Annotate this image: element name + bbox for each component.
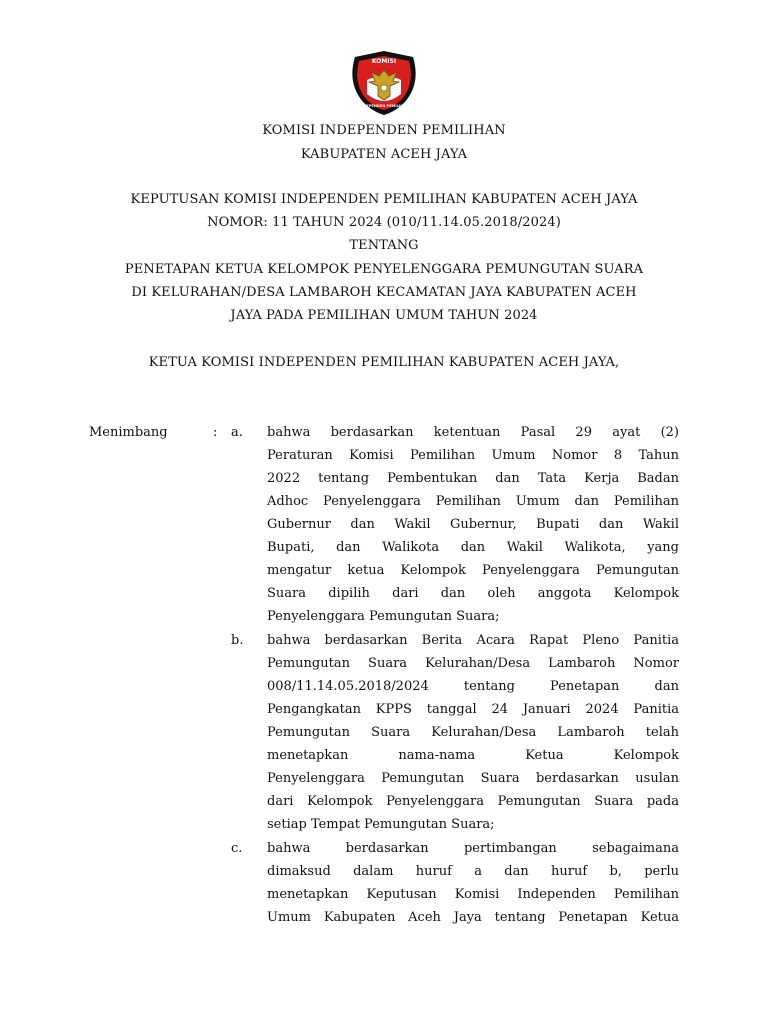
item-a-line: Gubernur dan Wakil Gubernur, Bupati dan Wakil [267,517,679,532]
item-b-line: 008/11.14.05.2018/2024 tentang Penetapan dan [267,679,679,694]
item-b-line: Pemungutan Suara Kelurahan/Desa Lambaroh telah [267,725,679,740]
logo-text-bottom: INDEPENDEN PEMILIHAN [358,104,410,108]
item-a-line: Suara dipilih dari dan oleh anggota Kelompok [267,586,679,601]
item-b-line: Pengangkatan KPPS tanggal 24 Januari 2024 Panitia [267,702,679,717]
item-a-line: Peraturan Komisi Pemilihan Umum Nomor 8 Tahun [267,448,679,463]
decree-title: KEPUTUSAN KOMISI INDEPENDEN PEMILIHAN KABUPATEN ACEH JAYA [130,192,638,207]
item-a-line: bahwa berdasarkan ketentuan Pasal 29 ayat (2) [267,425,679,440]
kip-emblem-logo [345,50,423,116]
item-a-line: 2022 tentang Pembentukan dan Tata Kerja Badan [267,471,679,486]
decree-number: NOMOR: 11 TAHUN 2024 (010/11.14.05.2018/2024) [207,215,561,230]
item-a-line: Adhoc Penyelenggara Pemilihan Umum dan Pemilihan [267,494,679,509]
considering-colon: : [213,425,218,440]
item-c-line: dimaksud dalam huruf a dan huruf b, perlu [267,864,679,879]
item-b-line: bahwa berdasarkan Berita Acara Rapat Pleno Panitia [267,633,679,648]
decree-subject-line-1: PENETAPAN KETUA KELOMPOK PENYELENGGARA PEMUNGUTAN SUARA [124,262,644,277]
item-marker-a: a. [231,425,243,440]
decree-about: TENTANG [349,238,419,253]
item-b-line: menetapkan nama-nama Ketua Kelompok [267,748,679,763]
logo-text-top: KOMISI [371,58,397,65]
org-name-line-2: KABUPATEN ACEH JAYA [300,147,468,162]
item-a-line: Penyelenggara Pemungutan Suara; [267,609,500,624]
item-c-line: bahwa berdasarkan pertimbangan sebagaimana [267,841,679,856]
item-a-line: Bupati, dan Walikota dan Wakil Walikota, yang [267,540,679,555]
org-name-line-1: KOMISI INDEPENDEN PEMILIHAN [262,123,506,138]
decree-subject-line-3: JAYA PADA PEMILIHAN UMUM TAHUN 2024 [230,308,538,323]
item-b-line: Pemungutan Suara Kelurahan/Desa Lambaroh Nomor [267,656,679,671]
item-b-line: Penyelenggara Pemungutan Suara berdasarkan usulan [267,771,679,786]
item-b-line: setiap Tempat Pemungutan Suara; [267,817,495,832]
signatory-heading: KETUA KOMISI INDEPENDEN PEMILIHAN KABUPATEN ACEH JAYA, [148,355,620,370]
item-b-line: dari Kelompok Penyelenggara Pemungutan Suara pada [267,794,679,809]
item-c-line: menetapkan Keputusan Komisi Independen Pemilihan [267,887,679,902]
decree-subject-line-2: DI KELURAHAN/DESA LAMBAROH KECAMATAN JAYA KABUPATEN ACEH [131,285,637,300]
considering-label: Menimbang [89,425,168,440]
item-marker-c: c. [231,841,243,856]
item-c-line: Umum Kabupaten Aceh Jaya tentang Penetapan Ketua [267,910,679,925]
item-marker-b: b. [231,633,244,648]
item-a-line: mengatur ketua Kelompok Penyelenggara Pemungutan [267,563,679,578]
